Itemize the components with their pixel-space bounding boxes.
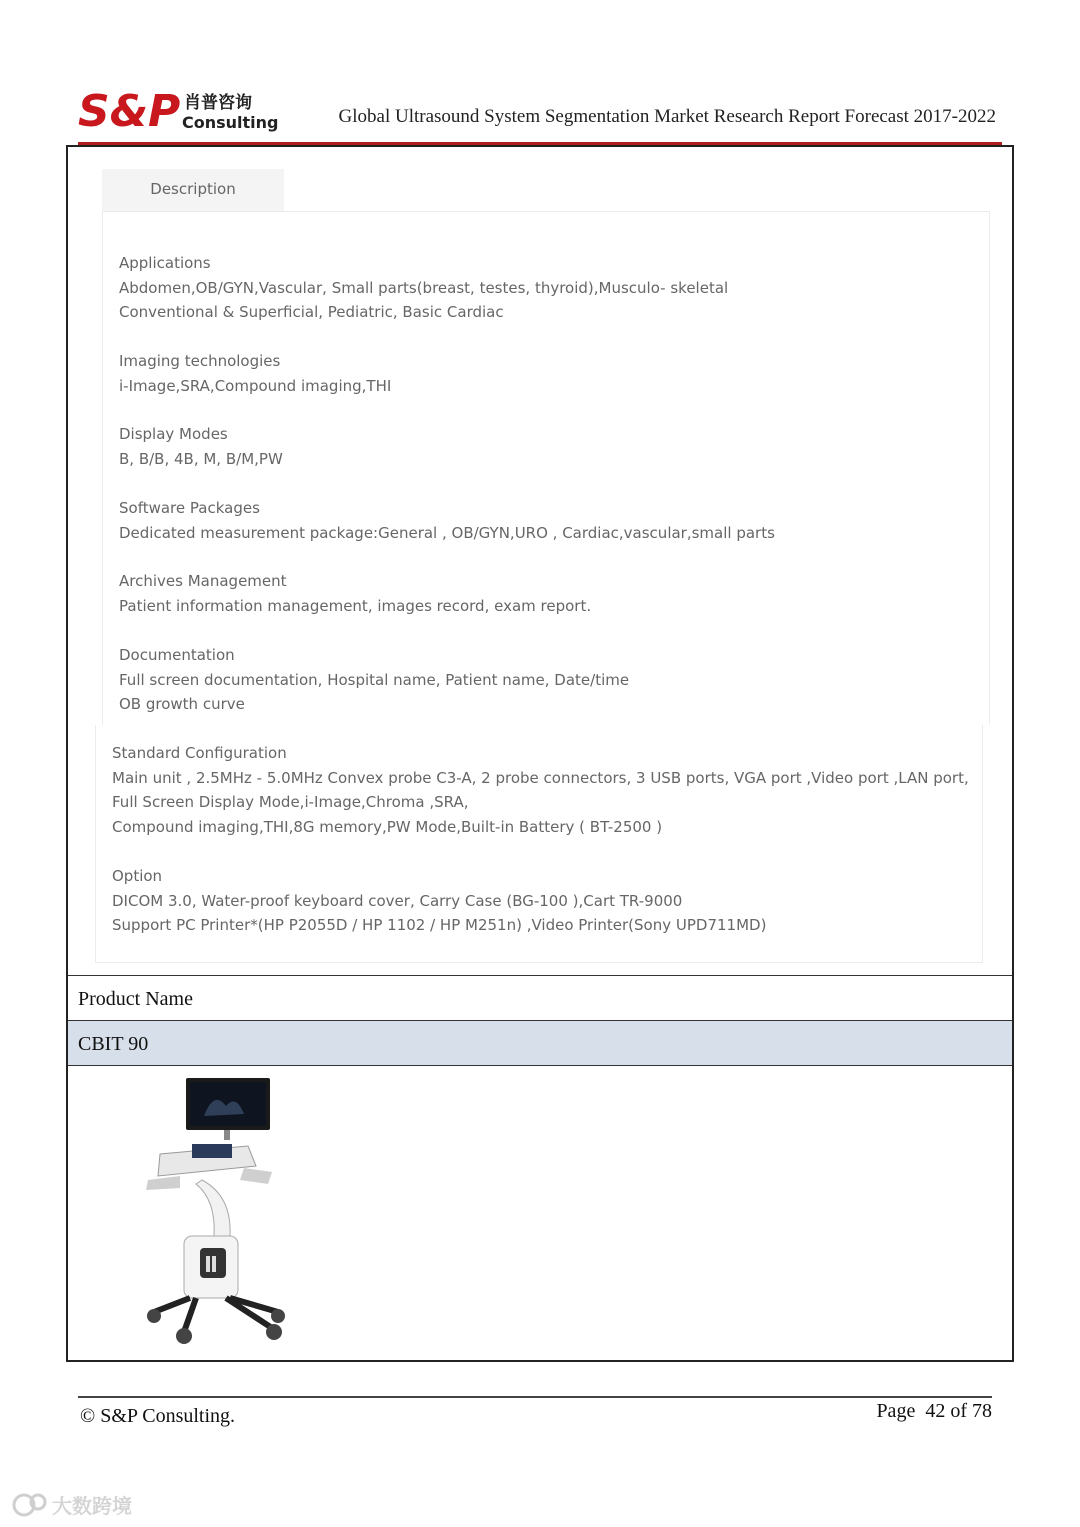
product-name-label: Product Name (68, 976, 1012, 1021)
option-section (112, 864, 766, 938)
section-heading: Display Modes (119, 425, 228, 443)
page-number (876, 1400, 992, 1423)
section-line: Support PC Printer*(HP P2055D / HP 1102 / HP M251n) ,Video Printer(Sony UPD711MD) (112, 916, 767, 935)
imaging-technologies-section (119, 349, 391, 398)
product-table (66, 145, 1014, 1362)
description-row (68, 147, 1012, 976)
description-tab[interactable]: Description (102, 169, 284, 211)
section-line: Conventional & Superficial, Pediatric, Basic Cardiac (119, 303, 504, 322)
ultrasound-cart-icon (140, 1076, 300, 1348)
section-line: Full screen documentation, Hospital name, Patient name, Date/time (119, 670, 630, 689)
section-line: Compound imaging,THI,8G memory,PW Mode,Built-in Battery ( BT-2500 ) (112, 817, 663, 836)
archives-management-section (119, 569, 591, 618)
section-heading: Standard Configuration (112, 744, 287, 762)
section-line: Main unit , 2.5MHz - 5.0MHz Convex probe C3-A, 2 probe connectors, 3 USB ports, VGA port ,Video port ,LAN port, Full Screen Display Mode,i-Image,Chroma ,SRA, (112, 768, 969, 812)
page-label: Page (876, 1400, 916, 1422)
watermark-logo (8, 1490, 148, 1520)
page-header (78, 86, 996, 146)
software-packages-section (119, 496, 775, 545)
section-heading: Imaging technologies (119, 352, 281, 370)
svg-text:S&P: S&P (78, 86, 181, 134)
section-line: i-Image,SRA,Compound imaging,THI (119, 376, 392, 395)
section-heading: Applications (119, 254, 211, 272)
footer-divider (78, 1396, 992, 1398)
svg-text:肖普咨询: 肖普咨询 (184, 93, 252, 113)
page-of: of (950, 1400, 967, 1422)
sp-consulting-logo (78, 86, 278, 134)
standard-configuration-section (112, 741, 974, 839)
product-name-value: CBIT 90 (68, 1021, 1012, 1066)
applications-section (119, 251, 728, 325)
section-line: DICOM 3.0, Water-proof keyboard cover, Carry Case (BG-100 ),Cart TR-9000 (112, 891, 683, 910)
display-modes-section (119, 422, 283, 471)
copyright-text: © S&P Consulting. (80, 1405, 236, 1427)
documentation-section (119, 643, 629, 717)
section-line: Abdomen,OB/GYN,Vascular, Small parts(breast, testes, thyroid),Musculo- skeletal (119, 278, 729, 297)
product-image-row (68, 1066, 1012, 1360)
section-heading: Archives Management (119, 572, 287, 590)
section-line: Patient information management, images record, exam report. (119, 596, 592, 615)
section-heading: Documentation (119, 646, 235, 664)
svg-text:大数跨境: 大数跨境 (52, 1494, 132, 1518)
page-current: 42 (925, 1400, 946, 1422)
page-total: 78 (972, 1400, 992, 1422)
section-line: B, B/B, 4B, M, B/M,PW (119, 449, 283, 468)
section-line: OB growth curve (119, 695, 245, 714)
report-title: Global Ultrasound System Segmentation Market Research Report Forecast 2017-2022 (338, 106, 996, 127)
svg-text:Consulting: Consulting (182, 113, 278, 132)
section-line: Dedicated measurement package:General , OB/GYN,URO , Cardiac,vascular,small parts (119, 523, 775, 542)
section-heading: Software Packages (119, 499, 260, 517)
section-heading: Option (112, 867, 163, 885)
